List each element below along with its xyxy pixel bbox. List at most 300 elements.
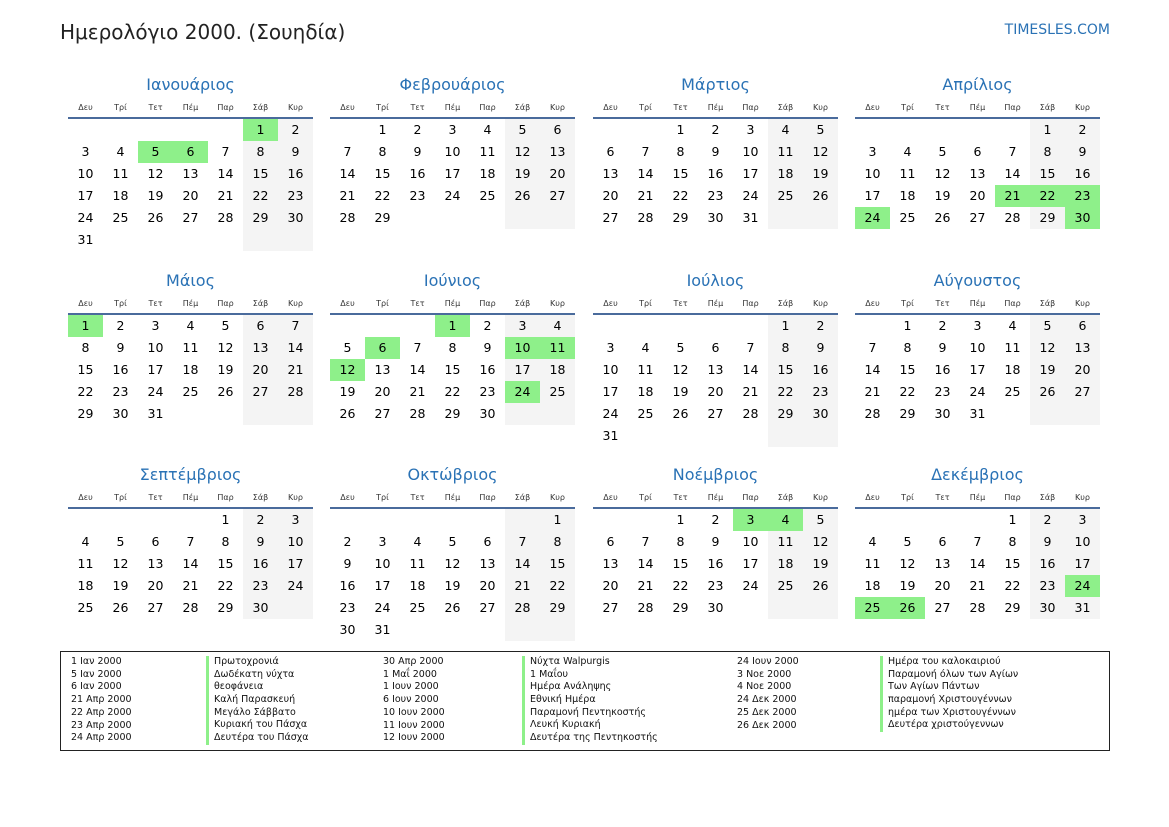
holiday-date: 6 Ιουν 2000 — [383, 694, 439, 706]
holiday-date: 6 Ιαν 2000 — [71, 681, 122, 693]
day-empty — [243, 229, 278, 251]
day-cell: 3 — [448, 122, 457, 137]
day-cell: 12 — [217, 340, 234, 355]
day-cell: 10 — [602, 362, 619, 377]
day-cell: 15 — [768, 359, 803, 381]
day-cell: 24 — [602, 406, 619, 421]
holiday-date: 4 Νοε 2000 — [737, 681, 792, 693]
day-cell: 7 — [505, 531, 540, 553]
day-cell: 2 — [711, 512, 720, 527]
day-cell: 30 — [339, 622, 356, 637]
weekday-header — [855, 98, 1100, 119]
day-cell: 3 — [151, 318, 160, 333]
day-cell: 30 — [112, 406, 129, 421]
day-cell: 10 — [742, 144, 759, 159]
day-cell-holiday: 1 — [243, 119, 278, 141]
day-empty — [628, 425, 663, 447]
day-empty — [400, 207, 435, 229]
day-cell: 30 — [707, 600, 724, 615]
day-cell: 2 — [413, 122, 422, 137]
day-cell: 29 — [672, 600, 689, 615]
day-cell-holiday: 24 — [1065, 575, 1100, 597]
day-grid — [855, 315, 1100, 425]
day-cell: 9 — [278, 141, 313, 163]
day-cell: 14 — [969, 556, 986, 571]
holiday-name: Δωδέκατη νύχτα — [206, 669, 309, 682]
day-cell: 21 — [742, 384, 759, 399]
day-cell: 27 — [1065, 381, 1100, 403]
weekday-label: Τρί — [114, 493, 127, 502]
day-cell: 12 — [803, 531, 838, 553]
day-cell: 25 — [112, 210, 129, 225]
day-cell: 21 — [217, 188, 234, 203]
weekday-label: Παρ — [217, 493, 234, 502]
day-cell: 6 — [606, 534, 615, 549]
day-cell: 1 — [903, 318, 912, 333]
day-empty — [505, 619, 540, 641]
day-cell: 17 — [278, 553, 313, 575]
weekday-label: Σάβ — [1039, 299, 1056, 308]
day-cell: 15 — [243, 163, 278, 185]
holiday-date: 22 Απρ 2000 — [71, 706, 132, 718]
day-cell: 2 — [1030, 509, 1065, 531]
holiday-date: 5 Ιαν 2000 — [71, 668, 122, 680]
day-cell: 12 — [934, 166, 951, 181]
day-empty — [470, 207, 505, 229]
day-cell: 21 — [278, 359, 313, 381]
day-cell: 9 — [803, 337, 838, 359]
day-cell: 25 — [899, 210, 916, 225]
day-cell: 19 — [803, 553, 838, 575]
holiday-name: Λευκή Κυριακή — [522, 719, 658, 732]
day-cell: 4 — [483, 122, 492, 137]
day-grid — [68, 509, 313, 619]
day-cell: 15 — [77, 362, 94, 377]
holiday-date: 21 Απρ 2000 — [71, 694, 132, 706]
page-title: Ημερολόγιο 2000. (Σουηδία) — [60, 20, 346, 44]
weekday-label: Τετ — [935, 493, 950, 502]
day-cell: 27 — [374, 406, 391, 421]
day-cell: 20 — [479, 578, 496, 593]
day-empty — [365, 509, 400, 531]
day-cell: 17 — [444, 166, 461, 181]
day-empty — [995, 403, 1030, 425]
day-cell: 24 — [147, 384, 164, 399]
day-cell: 13 — [182, 166, 199, 181]
day-cell: 24 — [742, 188, 759, 203]
day-cell: 17 — [864, 188, 881, 203]
day-cell: 22 — [77, 384, 94, 399]
day-cell: 18 — [899, 188, 916, 203]
day-cell: 1 — [1008, 512, 1017, 527]
holiday-date: 1 Ιουν 2000 — [383, 681, 439, 693]
day-empty — [138, 229, 173, 251]
day-cell: 29 — [899, 406, 916, 421]
day-cell: 20 — [374, 384, 391, 399]
day-cell: 29 — [768, 403, 803, 425]
day-cell: 17 — [147, 362, 164, 377]
day-cell: 20 — [540, 163, 575, 185]
holiday-name: Καλή Παρασκευή — [206, 694, 309, 707]
holiday-name: ημέρα των Χριστουγέννων — [880, 707, 1018, 720]
day-cell-holiday: 5 — [138, 141, 173, 163]
day-cell: 21 — [409, 384, 426, 399]
holiday-names-column — [880, 656, 1018, 732]
day-cell: 1 — [676, 122, 685, 137]
holiday-dates-column — [71, 656, 132, 745]
day-cell: 31 — [1065, 597, 1100, 619]
day-cell: 27 — [182, 210, 199, 225]
day-cell: 26 — [505, 185, 540, 207]
day-cell: 29 — [374, 210, 391, 225]
day-cell: 10 — [969, 340, 986, 355]
day-cell: 19 — [444, 578, 461, 593]
brand-link[interactable]: TIMESLES.COM — [1004, 22, 1110, 38]
day-cell: 20 — [707, 384, 724, 399]
holiday-date: 1 Ιαν 2000 — [71, 656, 122, 667]
day-cell: 1 — [676, 512, 685, 527]
day-cell: 22 — [540, 575, 575, 597]
month-name: Μάιος — [166, 271, 215, 290]
day-cell: 29 — [444, 406, 461, 421]
day-cell: 12 — [1030, 337, 1065, 359]
weekday-header — [330, 98, 575, 119]
holiday-date: 26 Δεκ 2000 — [737, 719, 797, 731]
day-cell: 25 — [409, 600, 426, 615]
weekday-label: Τετ — [673, 103, 688, 112]
weekday-label: Σάβ — [252, 103, 269, 112]
day-cell: 7 — [343, 144, 352, 159]
day-cell: 14 — [409, 362, 426, 377]
holiday-name: Εθνική Ημέρα — [522, 694, 658, 707]
day-cell: 5 — [803, 509, 838, 531]
weekday-label: Δευ — [603, 493, 618, 502]
day-cell: 11 — [899, 166, 916, 181]
day-cell: 11 — [479, 144, 496, 159]
day-cell: 22 — [1004, 578, 1021, 593]
weekday-label: Σάβ — [777, 103, 794, 112]
holiday-date: 3 Νοε 2000 — [737, 668, 792, 680]
day-cell: 7 — [641, 144, 650, 159]
day-cell: 6 — [483, 534, 492, 549]
day-cell: 8 — [448, 340, 457, 355]
holiday-date: 25 Δεκ 2000 — [737, 706, 797, 718]
holiday-name: Δευτέρα χριστούγεννων — [880, 719, 1018, 732]
day-cell: 17 — [1065, 553, 1100, 575]
weekday-header — [593, 488, 838, 509]
day-cell: 14 — [637, 556, 654, 571]
day-cell: 7 — [868, 340, 877, 355]
holiday-date: 12 Ιουν 2000 — [383, 732, 445, 744]
day-cell: 21 — [637, 578, 654, 593]
weekday-label: Κυρ — [813, 493, 828, 502]
day-cell-holiday: 26 — [890, 597, 925, 619]
day-cell: 28 — [969, 600, 986, 615]
day-empty — [103, 509, 138, 531]
day-cell: 4 — [540, 315, 575, 337]
day-cell: 29 — [1004, 600, 1021, 615]
day-cell: 15 — [672, 556, 689, 571]
weekday-label: Κυρ — [1075, 493, 1090, 502]
day-empty — [663, 315, 698, 337]
holiday-name: Των Αγίων Πάντων — [880, 681, 1018, 694]
day-cell: 8 — [243, 141, 278, 163]
day-cell: 14 — [742, 362, 759, 377]
day-cell: 5 — [676, 340, 685, 355]
day-cell: 3 — [606, 340, 615, 355]
weekday-label: Πέμ — [969, 493, 986, 502]
day-cell: 3 — [81, 144, 90, 159]
day-cell: 7 — [413, 340, 422, 355]
holiday-name: Ημέρα του καλοκαιριού — [880, 656, 1018, 669]
day-cell: 13 — [479, 556, 496, 571]
day-grid — [593, 315, 838, 447]
month-name: Απρίλιος — [942, 75, 1013, 94]
day-cell: 27 — [934, 600, 951, 615]
day-cell: 22 — [374, 188, 391, 203]
month-name: Ιανουάριος — [146, 75, 235, 94]
day-cell: 27 — [540, 185, 575, 207]
weekday-label: Τετ — [935, 103, 950, 112]
day-empty — [698, 315, 733, 337]
day-cell: 2 — [278, 119, 313, 141]
day-cell: 14 — [278, 337, 313, 359]
day-cell: 13 — [934, 556, 951, 571]
day-cell: 10 — [742, 534, 759, 549]
day-cell: 22 — [217, 578, 234, 593]
day-grid — [68, 315, 313, 425]
day-cell: 4 — [1008, 318, 1017, 333]
weekday-label: Παρ — [479, 493, 496, 502]
day-cell: 15 — [899, 362, 916, 377]
day-cell: 8 — [81, 340, 90, 355]
weekday-label: Σάβ — [777, 299, 794, 308]
weekday-label: Τετ — [148, 103, 163, 112]
day-cell: 6 — [1065, 315, 1100, 337]
day-cell: 19 — [217, 362, 234, 377]
day-cell: 23 — [409, 188, 426, 203]
day-cell: 19 — [803, 163, 838, 185]
day-cell: 17 — [505, 359, 540, 381]
day-cell: 17 — [77, 188, 94, 203]
day-cell: 7 — [1008, 144, 1017, 159]
day-cell: 16 — [934, 362, 951, 377]
day-cell: 18 — [540, 359, 575, 381]
month-block — [855, 462, 1100, 619]
holiday-name: Δευτέρα της Πεντηκοστής — [522, 732, 658, 745]
day-cell: 28 — [505, 597, 540, 619]
day-cell: 2 — [711, 122, 720, 137]
day-cell: 13 — [707, 362, 724, 377]
day-grid — [330, 119, 575, 229]
day-cell: 30 — [934, 406, 951, 421]
day-cell: 30 — [243, 597, 278, 619]
day-cell: 23 — [1030, 575, 1065, 597]
day-cell: 7 — [746, 340, 755, 355]
day-cell: 28 — [278, 381, 313, 403]
day-cell: 9 — [483, 340, 492, 355]
day-cell: 28 — [182, 600, 199, 615]
day-empty — [768, 597, 803, 619]
day-cell: 12 — [899, 556, 916, 571]
weekday-label: Τρί — [901, 299, 914, 308]
day-empty — [698, 425, 733, 447]
day-grid — [593, 119, 838, 229]
day-empty — [628, 509, 663, 531]
day-cell: 30 — [803, 403, 838, 425]
weekday-label: Δευ — [865, 103, 880, 112]
day-cell: 19 — [672, 384, 689, 399]
day-cell: 12 — [112, 556, 129, 571]
weekday-label: Πέμ — [707, 493, 724, 502]
weekday-label: Σάβ — [777, 493, 794, 502]
day-empty — [400, 315, 435, 337]
weekday-label: Τρί — [376, 299, 389, 308]
day-cell: 8 — [676, 144, 685, 159]
day-cell: 29 — [540, 597, 575, 619]
day-cell: 14 — [1004, 166, 1021, 181]
holiday-name: παραμονή Χριστουγέννων — [880, 694, 1018, 707]
month-name: Δεκέμβριος — [931, 465, 1024, 484]
day-empty — [173, 403, 208, 425]
holiday-legend — [60, 651, 1110, 751]
day-empty — [278, 597, 313, 619]
day-cell: 11 — [182, 340, 199, 355]
day-cell: 8 — [221, 534, 230, 549]
day-cell: 16 — [707, 166, 724, 181]
day-cell: 8 — [540, 531, 575, 553]
day-cell: 9 — [711, 144, 720, 159]
day-cell: 7 — [221, 144, 230, 159]
day-cell: 1 — [540, 509, 575, 531]
day-cell: 7 — [186, 534, 195, 549]
day-cell: 13 — [374, 362, 391, 377]
day-cell: 19 — [505, 163, 540, 185]
day-empty — [1030, 403, 1065, 425]
day-cell: 2 — [483, 318, 492, 333]
day-cell: 31 — [77, 232, 94, 247]
day-cell: 18 — [768, 163, 803, 185]
holiday-names-column — [206, 656, 309, 745]
day-cell: 14 — [217, 166, 234, 181]
holiday-date: 24 Ιουν 2000 — [737, 656, 799, 667]
day-cell: 19 — [339, 384, 356, 399]
day-cell: 2 — [343, 534, 352, 549]
weekday-label: Δευ — [78, 299, 93, 308]
holiday-date: 24 Δεκ 2000 — [737, 694, 797, 706]
day-cell: 10 — [278, 531, 313, 553]
weekday-label: Τρί — [114, 299, 127, 308]
day-empty — [103, 119, 138, 141]
weekday-label: Κυρ — [813, 103, 828, 112]
day-empty — [733, 597, 768, 619]
day-cell: 4 — [903, 144, 912, 159]
day-cell: 16 — [112, 362, 129, 377]
day-cell: 28 — [409, 406, 426, 421]
day-cell: 25 — [768, 575, 803, 597]
day-cell: 29 — [1030, 207, 1065, 229]
day-empty — [960, 509, 995, 531]
day-cell: 20 — [969, 188, 986, 203]
day-cell: 8 — [903, 340, 912, 355]
day-cell: 27 — [479, 600, 496, 615]
day-cell: 21 — [339, 188, 356, 203]
day-cell: 23 — [339, 600, 356, 615]
day-grid — [68, 119, 313, 251]
day-empty — [68, 509, 103, 531]
weekday-label: Τρί — [901, 493, 914, 502]
day-cell: 20 — [147, 578, 164, 593]
day-cell: 28 — [742, 406, 759, 421]
day-cell: 10 — [147, 340, 164, 355]
day-cell: 8 — [768, 337, 803, 359]
weekday-header — [330, 294, 575, 315]
weekday-label: Παρ — [1004, 493, 1021, 502]
day-cell: 11 — [637, 362, 654, 377]
day-empty — [435, 619, 470, 641]
day-cell: 6 — [243, 315, 278, 337]
day-empty — [663, 425, 698, 447]
day-cell-holiday: 24 — [855, 207, 890, 229]
day-empty — [435, 207, 470, 229]
day-empty — [435, 509, 470, 531]
day-cell: 3 — [278, 509, 313, 531]
day-cell: 24 — [278, 575, 313, 597]
day-cell: 12 — [147, 166, 164, 181]
day-cell: 25 — [540, 381, 575, 403]
day-empty — [400, 619, 435, 641]
day-cell: 26 — [672, 406, 689, 421]
day-cell: 16 — [339, 578, 356, 593]
day-cell: 5 — [938, 144, 947, 159]
day-cell: 4 — [641, 340, 650, 355]
day-empty — [803, 425, 838, 447]
day-cell: 30 — [707, 210, 724, 225]
day-cell: 15 — [217, 556, 234, 571]
day-cell: 13 — [969, 166, 986, 181]
weekday-label: Δευ — [340, 493, 355, 502]
weekday-label: Πέμ — [707, 103, 724, 112]
day-cell: 8 — [1008, 534, 1017, 549]
weekday-label: Τετ — [935, 299, 950, 308]
weekday-label: Πέμ — [444, 103, 461, 112]
weekday-label: Παρ — [742, 299, 759, 308]
weekday-label: Τρί — [114, 103, 127, 112]
day-cell-holiday: 21 — [995, 185, 1030, 207]
day-cell: 31 — [147, 406, 164, 421]
day-cell-holiday: 6 — [173, 141, 208, 163]
day-cell: 9 — [938, 340, 947, 355]
month-block — [68, 268, 313, 425]
holiday-names-column — [522, 656, 658, 745]
day-cell: 9 — [243, 531, 278, 553]
day-cell: 15 — [1030, 163, 1065, 185]
weekday-label: Κυρ — [550, 493, 565, 502]
day-cell: 20 — [182, 188, 199, 203]
day-cell-holiday: 12 — [330, 359, 365, 381]
day-empty — [540, 403, 575, 425]
day-cell: 30 — [1030, 597, 1065, 619]
holiday-name: Παραμονή όλων των Αγίων — [880, 669, 1018, 682]
day-cell: 22 — [444, 384, 461, 399]
day-empty — [400, 509, 435, 531]
day-cell: 19 — [899, 578, 916, 593]
day-cell: 12 — [803, 141, 838, 163]
day-cell: 20 — [243, 359, 278, 381]
weekday-label: Κυρ — [1075, 299, 1090, 308]
day-cell: 8 — [676, 534, 685, 549]
holiday-name: Δευτέρα του Πάσχα — [206, 732, 309, 745]
